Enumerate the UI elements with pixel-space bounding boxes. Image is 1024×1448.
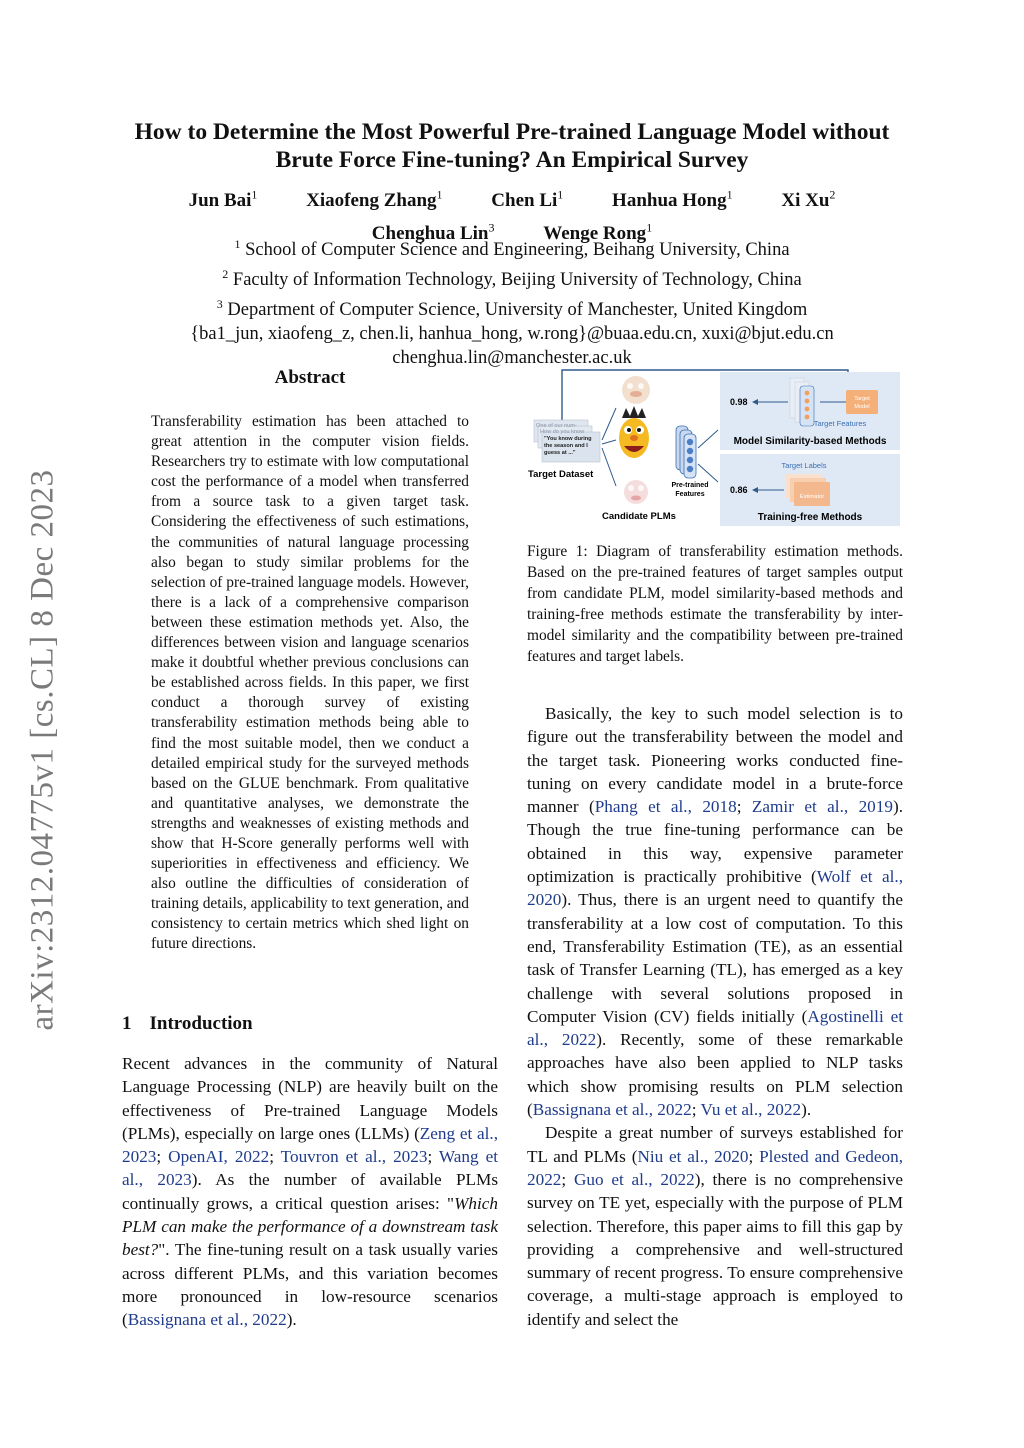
email-line-2: chenghua.lin@manchester.ac.uk [392,348,632,369]
citation-link[interactable]: OpenAI, 2022 [168,1147,270,1167]
target-labels-label: Target Labels [781,461,827,470]
author: Wenge Rong$^1$ [543,220,653,244]
citation-link[interactable]: Zamir et al., 2019 [751,797,893,817]
dataset-note: One of our num- [536,423,577,429]
candidate-plms-label: Candidate PLMs [602,511,676,522]
dataset-note: How do you know [540,429,585,435]
paper-title [100,118,924,174]
intro-paragraph-left: Recent advances in the community of Natural Language Processing (NLP) are heavily built on the effectiveness of Pre-trained Language Models (PLMs), especially on large ones (LLMs) (Zeng et al., 2023; OpenAI, 2022; Touvron et al., 2023; Wang et al., 2023). As the number of available PLMs continually grows, a critical question arises: "Which PLM can make the performance of a downstream task best?". The fine-tuning result on a task usually varies across different PLMs, and this variation becomes more pronounced in low-resource scenarios (Bassignana et al., 2022). [122,1054,499,1330]
author: Chenghua Lin$^3$ [371,220,495,244]
estimator-label: Estimator [799,494,825,500]
pretrained-features-label: Pre-trained [671,482,709,489]
citation-link[interactable]: Zeng et al., 2023 [122,1123,498,1167]
pretrained-features-label: Features [675,491,705,498]
target-dataset-label: Target Dataset [528,469,594,480]
target-model-label: Model [854,404,870,410]
section-title: Introduction [149,1013,253,1034]
citation-link[interactable]: Bassignana et al., 2022 [127,1310,287,1330]
plm-character-middle [619,406,649,458]
author: Xi Xu$^2$ [781,188,836,212]
citation-link[interactable]: Guo et al., 2022 [573,1169,695,1189]
figure-1-diagram [520,368,904,530]
abstract-heading: Abstract [274,367,346,388]
arxiv-identifier: arXiv:2312.04775v1 [cs.CL] 8 Dec 2023 [24,469,61,1031]
citation-link[interactable]: Phang et al., 2018 [594,797,737,817]
abstract-body: Transferability estimation has been attached to great attention in the computer vision fields. Researchers try to estimate with low computational cost the performance of a model when transferred from a source task to a given target task. Considering the effectiveness of such estimations, the communities of natural language processing also began to study similar problems for the selection of pre-trained language models. However, there is a lack of a comprehensive comparison between these estimation methods yet. Also, the differences between vision and language scenarios make it doubtful whether previous conclusions can be established across fields. In this paper, we first conduct a thorough survey of existing transferability estimation methods being able to find the most suitable model, then we conduct a detailed empirical study for the surveyed methods based on the GLUE benchmark. From qualitative and quantitative analyses, we demonstrate the strengths and weaknesses of existing methods and show that H-Score generally performs well with superiorities in effectiveness and efficiency. We also outline the difficulties of consideration of training details, applicability to text generation, and consistency to certain metrics which shed light on future directions. [151,413,469,953]
citation-link[interactable]: Wolf et al., 2020 [527,867,904,910]
title-line-2: Brute Force Fine-tuning? An Empirical Survey [275,147,749,173]
target-model-label: Target [854,396,870,402]
dataset-quote: the season and I [544,443,588,449]
plm-character-bottom [624,480,648,504]
dataset-quote: "You know during [544,436,592,442]
author: Xiaofeng Zhang$^1$ [306,188,443,212]
research-question: Which PLM can make the performance of a downstream task best? [122,1193,498,1260]
figure-1-caption: Figure 1: Diagram of transferability estimation methods. Based on the pre-trained features of target samples output from candidate PLM, model similarity-based methods and training-free methods estimate the transferability by inter-model similarity and the compatibility between pre-trained features and target labels. [527,543,903,665]
title-line-1: How to Determine the Most Powerful Pre-trained Language Model without [134,119,890,145]
affiliations [100,232,924,370]
citation-link[interactable]: Plested and Gedeon, 2022 [527,1146,903,1189]
affiliation: $^2$ Faculty of Information Technology, Beijing University of Technology, China [222,267,802,291]
email-line-1: {ba1_jun, xiaofeng_z, chen.li, hanhua_hong, w.rong}@buaa.edu.cn, xuxi@bjut.edu.cn [190,324,834,345]
citation-link[interactable]: Wang et al., 2023 [122,1147,498,1190]
target-features-label: Target Features [813,419,867,428]
intro-right-column [527,702,903,1331]
author: Hanhua Hong$^1$ [612,188,733,212]
score-top: 0.98 [730,397,748,407]
intro-paragraph: Basically, the key to such model selection is to figure out the transferability between the model and the target task. Pioneering works conducted fine-tuning on every candidate model in a brute-force manner (Phang et al., 2018; Zamir et al., 2019). Though the true fine-tuning performance can be obtained in this way, expensive parameter optimization is practically prohibitive (Wolf et al., 2020). Thus, there is an urgent need to quantify the transferability at a low cost of computation. To this end, Transferability Estimation (TE), as an essential task of Transfer Learning (TL), has emerged as a key challenge with several solutions proposed in Computer Vision (CV) fields initially (Agostinelli et al., 2022). Recently, some of these remarkable approaches have also been applied to NLP tasks which show promising results on PLM selection (Bassignana et al., 2022; Vu et al., 2022). [527,704,904,1120]
intro-paragraph: Despite a great number of surveys established for TL and PLMs (Niu et al., 2020; Plested and Gedeon, 2022; Guo et al., 2022), there is no comprehensive survey on TE yet, especially with the purpose of PLM selection. Therefore, this paper aims to fill this gap by providing a comprehensive and well-structured summary of recent progress. To ensure comprehensive coverage, a multi-stage approach is employed to identify and select the [527,1123,903,1329]
author: Chen Li$^1$ [491,188,564,212]
section-number: 1 [122,1013,132,1034]
training-free-label: Training-free Methods [757,512,863,523]
dataset-quote: guess at ..." [544,450,576,456]
citation-link[interactable]: Niu et al., 2020 [637,1146,749,1166]
citation-link[interactable]: Bassignana et al., 2022 [532,1100,692,1120]
plm-character-top [622,376,650,404]
citation-link[interactable]: Touvron et al., 2023 [280,1147,428,1167]
score-bottom: 0.86 [730,485,748,495]
citation-link[interactable]: Vu et al., 2022 [700,1100,802,1120]
section-heading-introduction [122,1013,253,1035]
affiliation: $^3$ Department of Computer Science, University of Manchester, United Kingdom [216,297,808,321]
affiliation: $^1$ School of Computer Science and Engineering, Beihang University, China [234,237,790,261]
author: Jun Bai$^1$ [188,188,258,212]
author-row-1 [100,182,924,214]
arxiv-sidebar [18,450,68,1050]
model-similarity-label: Model Similarity-based Methods [733,436,887,447]
citation-link[interactable]: Agostinelli et al., 2022 [527,1006,903,1050]
